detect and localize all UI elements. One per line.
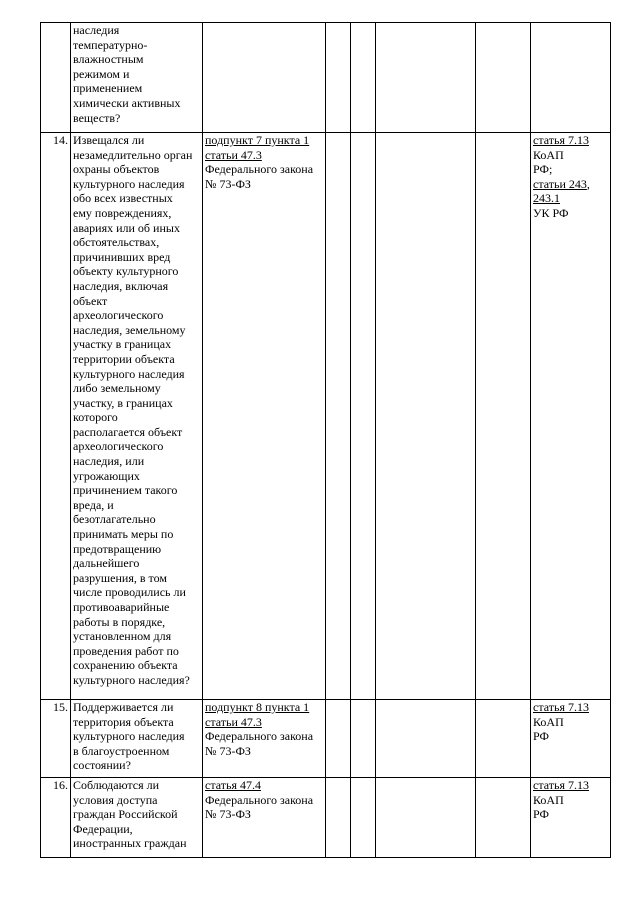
legal-reference-cell xyxy=(203,700,326,778)
answer-no-cell xyxy=(351,23,376,133)
answer-no-cell xyxy=(351,700,376,778)
question-text: наследия температурно- влажностным режимом и применением химически активных веществ? xyxy=(73,23,181,125)
legal-reference-text: Федерального закона № 73-ФЗ xyxy=(205,792,314,822)
notes-cell xyxy=(476,778,531,858)
answer-yes-cell xyxy=(326,778,351,858)
notes-cell xyxy=(476,700,531,778)
sanction-link[interactable]: статьи 243 xyxy=(533,176,587,191)
checklist-table xyxy=(40,22,611,858)
answer-no-cell xyxy=(351,133,376,700)
sanction-link[interactable]: статья 7.13 xyxy=(533,778,589,792)
sanction-text: КоАП РФ; xyxy=(533,147,564,177)
legal-reference-text: Федерального закона № 73-ФЗ xyxy=(205,162,314,191)
table-row xyxy=(41,133,611,700)
table-row xyxy=(41,23,611,133)
row-number: 16. xyxy=(41,778,71,858)
answer-yes-cell xyxy=(326,700,351,778)
row-number: 15. xyxy=(41,700,71,778)
question-text: Извещался ли незамедлительно орган охраны объектов культурного наследия обо всех известных ему повреждениях, авариях или об иных обстоятельствах, причинивших вред объекту культурного наследия, включая объект археологического наследия, земельному участку в границах территории объекта культурного наследия либо земельному участку, в границах которого располагается объект археологического наследия, или угрожающих причинением такого вреда, и безотлагательно принимать меры по предотвращению дальнейшего разрушения, в том числе проводились ли противоаварийные работы в порядке, установленном для проведения работ по сохранению объекта культурного наследия? xyxy=(73,133,193,687)
notes-cell xyxy=(476,23,531,133)
not-applicable-cell xyxy=(376,700,476,778)
legal-reference-cell xyxy=(203,778,326,858)
sanction-text: КоАП РФ xyxy=(533,792,564,822)
sanction-text: КоАП РФ xyxy=(533,714,564,744)
sanction-cell xyxy=(531,133,611,700)
question-text: Соблюдаются ли условия доступа граждан Российской Федерации, иностранных граждан xyxy=(73,778,187,851)
legal-reference-link[interactable]: подпункт 8 пункта 1 xyxy=(205,700,310,714)
legal-reference-text: Федерального закона № 73-ФЗ xyxy=(205,729,314,758)
question-cell xyxy=(71,700,203,778)
answer-no-cell xyxy=(351,778,376,858)
question-cell xyxy=(71,23,203,133)
sanction-link[interactable]: статья 7.13 xyxy=(533,133,589,147)
legal-reference-link[interactable]: статья 47.4 xyxy=(205,778,261,792)
sanction-text: УК РФ xyxy=(533,205,569,220)
question-text: Поддерживается ли территория объекта культурного наследия в благоустроенном состоянии? xyxy=(73,700,185,773)
legal-reference-link[interactable]: подпункт 7 пункта 1 xyxy=(205,133,310,147)
not-applicable-cell xyxy=(376,778,476,858)
sanction-link[interactable]: 243.1 xyxy=(533,191,560,206)
legal-reference-cell xyxy=(203,23,326,133)
question-cell xyxy=(71,133,203,700)
not-applicable-cell xyxy=(376,23,476,133)
sanction-link[interactable]: статья 7.13 xyxy=(533,700,589,714)
table-row xyxy=(41,778,611,858)
sanction-cell xyxy=(531,23,611,133)
table-row xyxy=(41,700,611,778)
question-cell xyxy=(71,778,203,858)
answer-yes-cell xyxy=(326,133,351,700)
not-applicable-cell xyxy=(376,133,476,700)
notes-cell xyxy=(476,133,531,700)
legal-reference-link[interactable]: статьи 47.3 xyxy=(205,714,262,729)
sanction-cell xyxy=(531,700,611,778)
row-number xyxy=(41,23,71,133)
sanction-cell xyxy=(531,778,611,858)
row-number: 14. xyxy=(41,133,71,700)
legal-reference-link[interactable]: статьи 47.3 xyxy=(205,147,262,162)
sanction-separator: , xyxy=(586,176,590,191)
answer-yes-cell xyxy=(326,23,351,133)
legal-reference-cell xyxy=(203,133,326,700)
